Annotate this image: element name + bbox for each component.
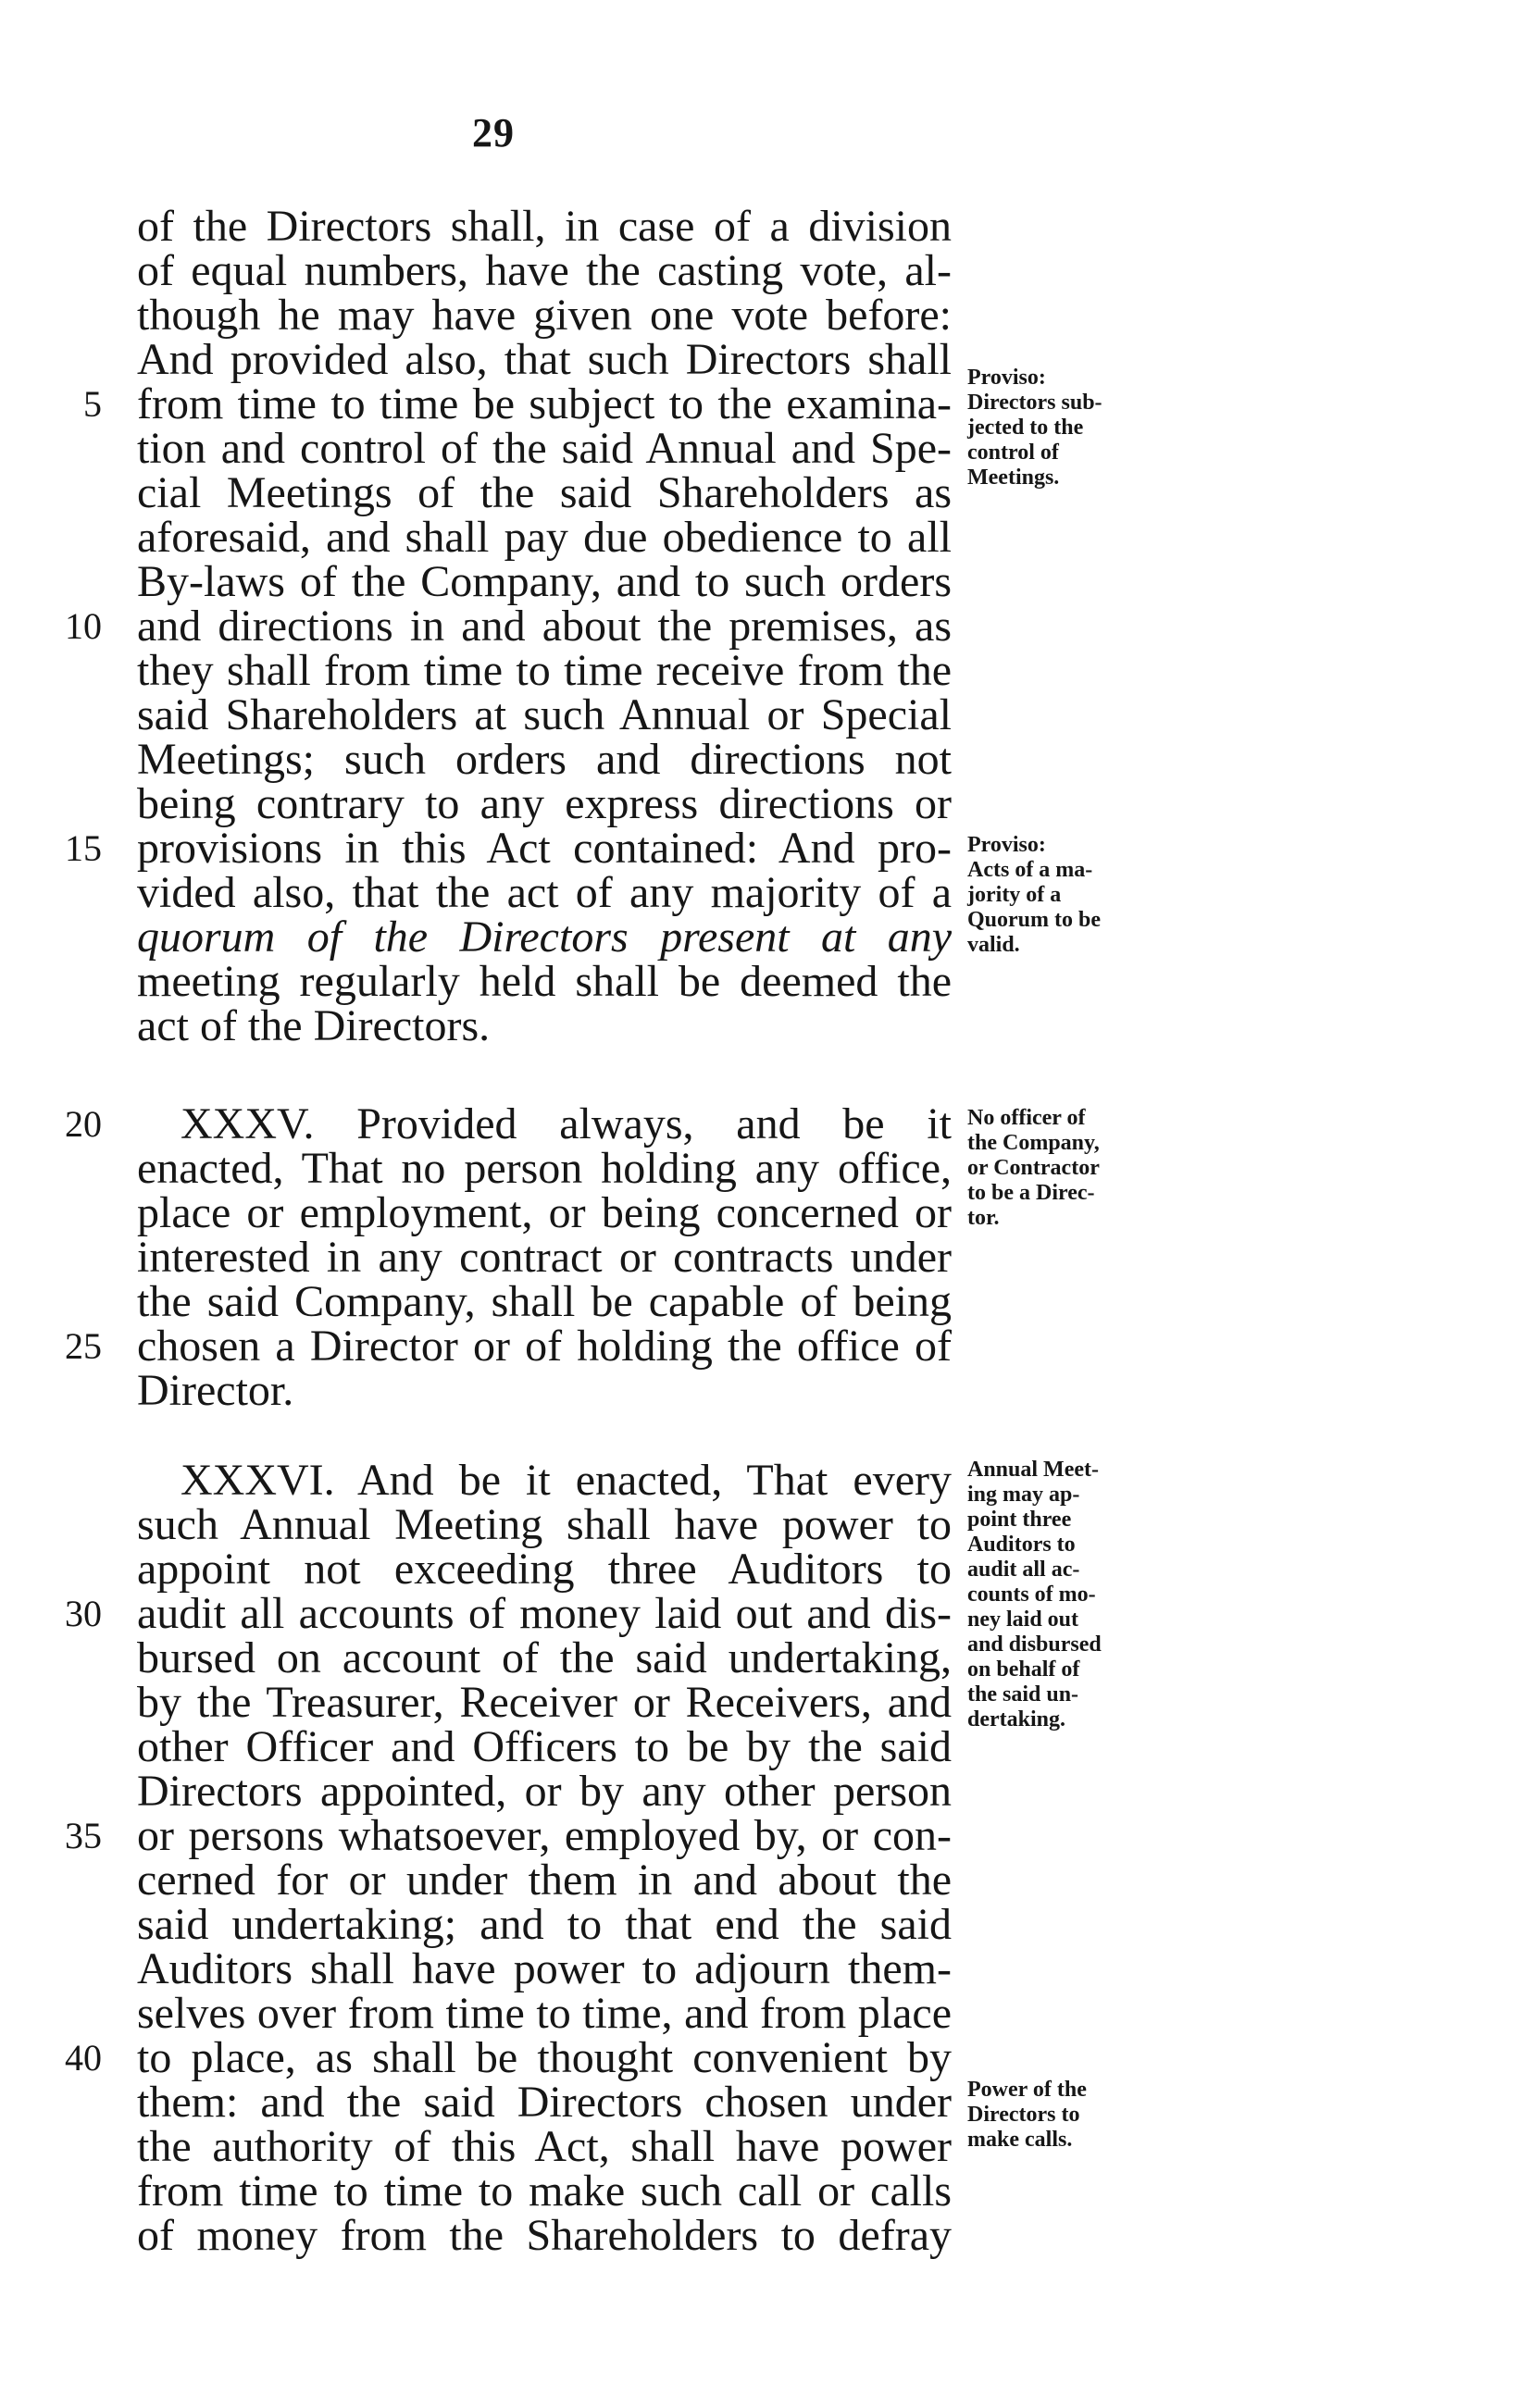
text-line: the said Company, shall be capable of being (137, 1277, 952, 1326)
text-line: And provided also, that such Directors shall (137, 335, 952, 384)
text-line: Director. (137, 1366, 294, 1415)
margin-note: Proviso: Directors sub- jected to the control of Meetings. (967, 366, 1102, 490)
text-line: meeting regularly held shall be deemed the (137, 957, 952, 1006)
text-line: being contrary to any express directions or (137, 779, 952, 828)
text-line: tion and control of the said Annual and Spe- (137, 424, 952, 473)
text-line: by the Treasurer, Receiver or Receivers, and (137, 1678, 952, 1727)
text-line: they shall from time to time receive from the (137, 646, 952, 695)
text-line: or persons whatsoever, employed by, or con- (137, 1811, 952, 1860)
text-line: selves over from time to time, and from place (137, 1989, 952, 2038)
text-line: cial Meetings of the said Shareholders as (137, 468, 952, 517)
line-number: 30 (65, 1593, 102, 1634)
text-line: of the Directors shall, in case of a division (137, 202, 952, 251)
line-number: 15 (65, 827, 102, 869)
text-line: though he may have given one vote before: (137, 291, 952, 340)
page-number: 29 (472, 110, 515, 155)
text-line: vided also, that the act of any majority of a (137, 868, 952, 917)
text-line: said Shareholders at such Annual or Special (137, 690, 952, 739)
text-line: the authority of this Act, shall have power (137, 2122, 952, 2171)
text-line: Directors appointed, or by any other person (137, 1767, 952, 1816)
text-line: said undertaking; and to that end the said (137, 1900, 952, 1949)
text-line: bursed on account of the said undertaking, (137, 1633, 952, 1682)
margin-note: No officer of the Company, or Contractor to be a Direc- tor. (967, 1106, 1100, 1230)
margin-note: Power of the Directors to make calls. (967, 2078, 1087, 2152)
line-number: 25 (65, 1325, 102, 1367)
section-heading: XXXVI. And be it enacted, That every (181, 1456, 952, 1505)
text-line: chosen a Director or of holding the office of (137, 1322, 952, 1371)
text-line: place or employment, or being concerned or (137, 1188, 952, 1237)
text-line: audit all accounts of money laid out and dis- (137, 1589, 952, 1638)
text-line: provisions in this Act contained: And pro- (137, 824, 952, 873)
margin-note: Proviso: Acts of a ma- jority of a Quorum to be valid. (967, 833, 1101, 957)
text-line: By-laws of the Company, and to such orders (137, 557, 952, 606)
text-line: act of the Directors. (137, 1001, 491, 1050)
line-number: 10 (65, 605, 102, 647)
text-line: to place, as shall be thought convenient by (137, 2033, 952, 2082)
line-number: 35 (65, 1815, 102, 1856)
line-number: 40 (65, 2037, 102, 2079)
text-line: of money from the Shareholders to defray (137, 2211, 952, 2260)
margin-note: Annual Meet- ing may ap- point three Auditors to audit all ac- counts of mo- ney laid out and disbursed on behalf of the said un- dertaking. (967, 1458, 1102, 1732)
text-line: Auditors shall have power to adjourn them- (137, 1944, 952, 1993)
text-line: and directions in and about the premises, as (137, 602, 952, 651)
text-line: cerned for or under them in and about the (137, 1856, 952, 1905)
text-line: enacted, That no person holding any office, (137, 1144, 952, 1193)
line-number: 5 (83, 383, 102, 425)
line-number: 20 (65, 1103, 102, 1145)
text-line: of equal numbers, have the casting vote, al- (137, 246, 952, 295)
text-line: Meetings; such orders and directions not (137, 735, 952, 784)
text-line: from time to time to make such call or calls (137, 2166, 952, 2216)
text-line: quorum of the Directors present at any (137, 912, 952, 962)
section-heading: XXXV. Provided always, and be it (181, 1099, 952, 1148)
text-line: such Annual Meeting shall have power to (137, 1500, 952, 1549)
text-line: aforesaid, and shall pay due obedience to all (137, 513, 952, 562)
text-line: appoint not exceeding three Auditors to (137, 1545, 952, 1594)
text-line: from time to time be subject to the examina- (137, 379, 952, 428)
text-line: them: and the said Directors chosen under (137, 2078, 952, 2127)
text-line: interested in any contract or contracts under (137, 1233, 952, 1282)
text-line: other Officer and Officers to be by the said (137, 1722, 952, 1771)
